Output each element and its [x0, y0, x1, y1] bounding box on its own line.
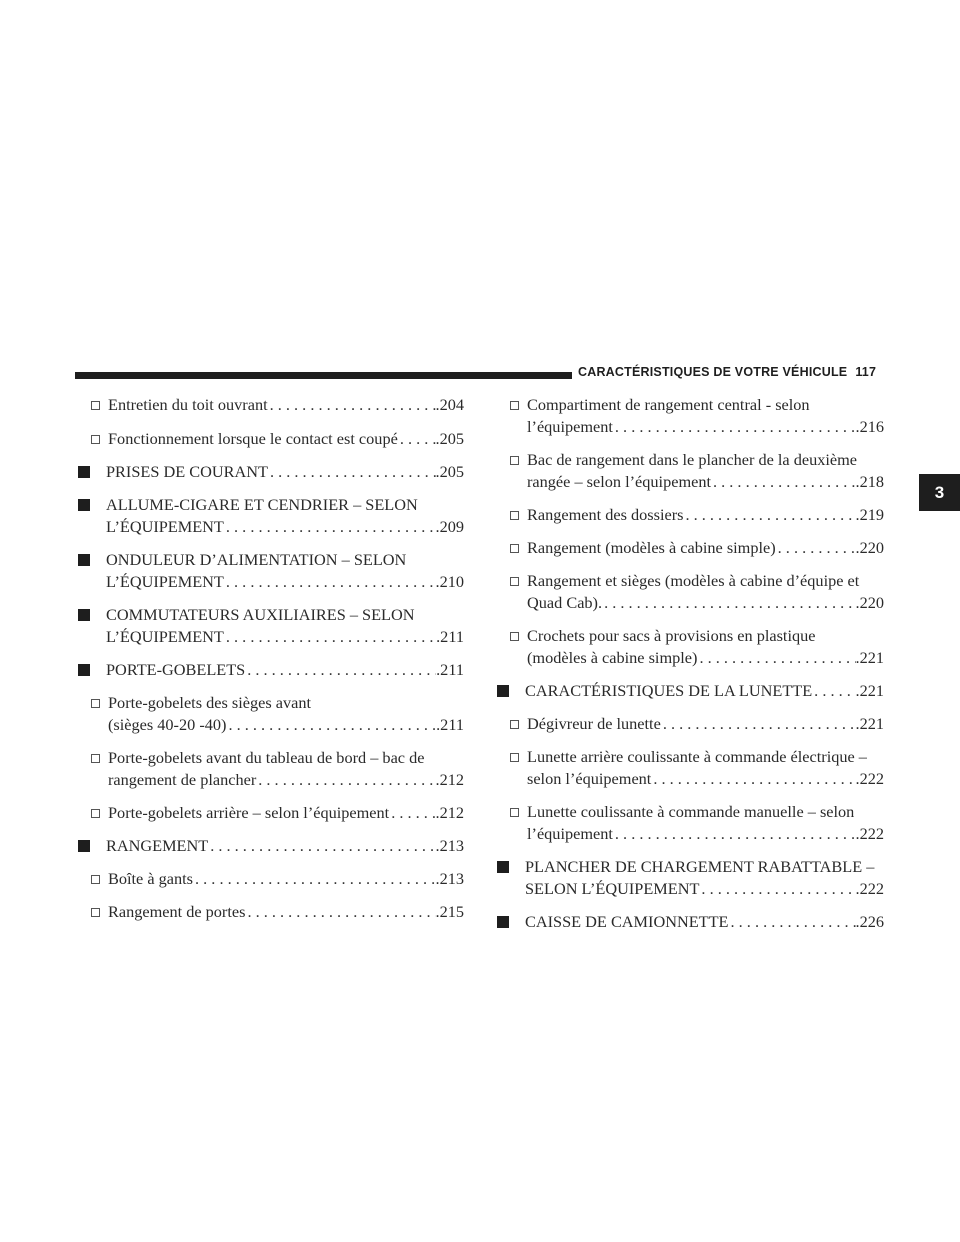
hollow-square-bullet-icon: [510, 456, 519, 465]
hollow-square-bullet-icon: [510, 401, 519, 410]
toc-page-number: .213: [435, 869, 464, 888]
hollow-square-bullet-icon: [510, 577, 519, 586]
dot-leader: [651, 768, 855, 790]
toc-entry-text: Lunette coulissante à commande manuelle – selon: [527, 802, 855, 821]
dot-leader: [193, 868, 435, 890]
toc-page-number: .221: [855, 648, 884, 667]
toc-section-entry[interactable]: [78, 494, 464, 538]
hollow-square-bullet-icon: [510, 720, 519, 729]
hollow-square-bullet-icon: [91, 809, 100, 818]
toc-entry-text: CARACTÉRISTIQUES DE LA LUNETTE: [525, 681, 813, 700]
toc-entry-text: Bac de rangement dans le plancher de la deuxième: [527, 450, 857, 469]
dot-leader: [245, 901, 435, 923]
toc-page-number: .222: [855, 879, 884, 898]
dot-leader: [256, 769, 435, 791]
toc-subsection-entry[interactable]: [497, 801, 884, 845]
toc-page-number: .205: [435, 429, 464, 448]
toc-entry-text: Rangement des dossiers: [527, 505, 684, 524]
hollow-square-bullet-icon: [91, 435, 100, 444]
toc-subsection-entry[interactable]: [78, 868, 464, 890]
toc-column-right: [497, 394, 884, 933]
toc-entry-text: Rangement et sièges (modèles à cabine d’équipe et: [527, 571, 860, 590]
toc-entry-text: ALLUME-CIGARE ET CENDRIER – SELON: [106, 495, 418, 514]
toc-page-number: .220: [855, 593, 884, 612]
toc-entry-text: PRISES DE COURANT: [106, 462, 268, 481]
toc-entry-text: (modèles à cabine simple): [527, 648, 698, 667]
toc-entry-text: L’ÉQUIPEMENT: [106, 627, 224, 646]
hollow-square-bullet-icon: [91, 401, 100, 410]
square-bullet-icon: [78, 466, 90, 478]
hollow-square-bullet-icon: [510, 753, 519, 762]
dot-leader: [226, 714, 436, 736]
toc-subsection-entry[interactable]: [497, 537, 884, 559]
toc-entry-text: Boîte à gants: [108, 869, 194, 888]
toc-page-number: .219: [855, 505, 884, 524]
toc-entry-text: PORTE-GOBELETS: [106, 660, 246, 679]
toc-entry-text: Dégivreur de lunette: [527, 714, 661, 733]
dot-leader: [389, 802, 435, 824]
toc-subsection-entry[interactable]: [497, 625, 884, 669]
toc-entry-text: L’ÉQUIPEMENT: [106, 517, 224, 536]
toc-page-number: .210: [435, 572, 464, 591]
toc-subsection-entry[interactable]: [497, 570, 884, 614]
toc-entry-text: selon l’équipement: [527, 769, 652, 788]
toc-subsection-entry[interactable]: [497, 713, 884, 735]
toc-entry-text: PLANCHER DE CHARGEMENT RABATTABLE –: [525, 857, 875, 876]
toc-subsection-entry[interactable]: [78, 747, 464, 791]
toc-section-entry[interactable]: [78, 659, 464, 681]
dot-leader: [812, 680, 855, 702]
square-bullet-icon: [78, 840, 90, 852]
toc-entry-text: rangée – selon l’équipement: [527, 472, 711, 491]
square-bullet-icon: [497, 861, 509, 873]
dot-leader: [224, 571, 436, 593]
dot-leader: [268, 394, 436, 416]
toc-page-number: .209: [435, 517, 464, 536]
toc-entry-text: Porte-gobelets avant du tableau de bord – bac de: [108, 748, 425, 767]
toc-subsection-entry[interactable]: [78, 692, 464, 736]
toc-page-number: .222: [855, 824, 884, 843]
page-number: 117: [855, 365, 877, 379]
toc-section-entry[interactable]: [497, 911, 884, 933]
toc-subsection-entry[interactable]: [78, 901, 464, 923]
hollow-square-bullet-icon: [510, 632, 519, 641]
chapter-tab: 3: [919, 474, 960, 511]
toc-page-number: .221: [855, 681, 884, 700]
square-bullet-icon: [78, 499, 90, 511]
toc-page-number: .211: [436, 627, 464, 646]
dot-leader: [711, 471, 856, 493]
dot-leader: [208, 835, 435, 857]
toc-page-number: .221: [855, 714, 884, 733]
toc-entry-text: Quad Cab).: [527, 593, 603, 612]
hollow-square-bullet-icon: [510, 544, 519, 553]
dot-leader: [776, 537, 856, 559]
toc-subsection-entry[interactable]: [78, 394, 464, 416]
toc-entry-text: L’ÉQUIPEMENT: [106, 572, 224, 591]
toc-entry-text: ONDULEUR D’ALIMENTATION – SELON: [106, 550, 407, 569]
toc-subsection-entry[interactable]: [497, 746, 884, 790]
toc-subsection-entry[interactable]: [497, 504, 884, 526]
toc-entry-text: Crochets pour sacs à provisions en plastique: [527, 626, 816, 645]
dot-leader: [224, 626, 436, 648]
toc-entry-text: Fonctionnement lorsque le contact est coupé: [108, 429, 398, 448]
header-rule: [75, 372, 572, 379]
toc-page-number: .215: [435, 902, 464, 921]
toc-entry-text: (sièges 40-20 -40): [108, 715, 227, 734]
square-bullet-icon: [78, 609, 90, 621]
toc-entry-text: Rangement (modèles à cabine simple): [527, 538, 776, 557]
toc-entry-text: Compartiment de rangement central - selon: [527, 395, 810, 414]
toc-section-entry[interactable]: [497, 680, 884, 702]
toc-page-number: .226: [855, 912, 884, 931]
section-title: CARACTÉRISTIQUES DE VOTRE VÉHICULE: [578, 365, 848, 379]
toc-entry-text: RANGEMENT: [106, 836, 209, 855]
toc-page-number: .218: [855, 472, 884, 491]
toc-entry-text: rangement de plancher: [108, 770, 257, 789]
toc-page-number: .212: [435, 803, 464, 822]
toc-entry-text: CAISSE DE CAMIONNETTE: [525, 912, 729, 931]
toc-entry-text: SELON L’ÉQUIPEMENT: [525, 879, 700, 898]
toc-page-number: .204: [435, 395, 464, 414]
dot-leader: [697, 647, 855, 669]
square-bullet-icon: [78, 554, 90, 566]
dot-leader: [661, 713, 856, 735]
dot-leader: [613, 416, 856, 438]
toc-page-number: .222: [855, 769, 884, 788]
toc-entry-text: Rangement de portes: [108, 902, 246, 921]
toc-section-entry[interactable]: [78, 604, 464, 648]
toc-page-number: .212: [435, 770, 464, 789]
toc-page-number: .220: [855, 538, 884, 557]
toc-subsection-entry[interactable]: [78, 428, 464, 450]
dot-leader: [224, 516, 436, 538]
dot-leader: [398, 428, 436, 450]
toc-page-number: .213: [435, 836, 464, 855]
toc-entry-text: Porte-gobelets des sièges avant: [108, 693, 312, 712]
toc-page-number: .211: [436, 660, 464, 679]
dot-leader: [729, 911, 856, 933]
toc-page-number: .205: [435, 462, 464, 481]
square-bullet-icon: [497, 916, 509, 928]
dot-leader: [268, 461, 436, 483]
dot-leader: [699, 878, 855, 900]
toc-entry-text: l’équipement: [527, 824, 613, 843]
toc-section-entry[interactable]: [78, 461, 464, 483]
hollow-square-bullet-icon: [91, 699, 100, 708]
toc-subsection-entry[interactable]: [497, 449, 884, 493]
toc-column-left: [78, 394, 464, 923]
toc-entry-text: Porte-gobelets arrière – selon l’équipement: [108, 803, 390, 822]
toc-section-entry[interactable]: [78, 835, 464, 857]
hollow-square-bullet-icon: [91, 908, 100, 917]
hollow-square-bullet-icon: [510, 808, 519, 817]
dot-leader: [602, 592, 855, 614]
toc-section-entry[interactable]: [497, 856, 884, 900]
toc-entry-text: Lunette arrière coulissante à commande électrique –: [527, 747, 867, 766]
toc-page-number: .216: [855, 417, 884, 436]
toc-entry-text: COMMUTATEURS AUXILIAIRES – SELON: [106, 605, 415, 624]
dot-leader: [683, 504, 855, 526]
square-bullet-icon: [78, 664, 90, 676]
toc-section-entry[interactable]: [78, 549, 464, 593]
dot-leader: [613, 823, 856, 845]
toc-subsection-entry[interactable]: [497, 394, 884, 438]
toc-page-number: .211: [436, 715, 464, 734]
dot-leader: [245, 659, 436, 681]
hollow-square-bullet-icon: [510, 511, 519, 520]
square-bullet-icon: [497, 685, 509, 697]
toc-subsection-entry[interactable]: [78, 802, 464, 824]
toc-entry-text: l’équipement: [527, 417, 613, 436]
running-header: [578, 365, 888, 379]
toc-entry-text: Entretien du toit ouvrant: [108, 395, 268, 414]
hollow-square-bullet-icon: [91, 754, 100, 763]
hollow-square-bullet-icon: [91, 875, 100, 884]
